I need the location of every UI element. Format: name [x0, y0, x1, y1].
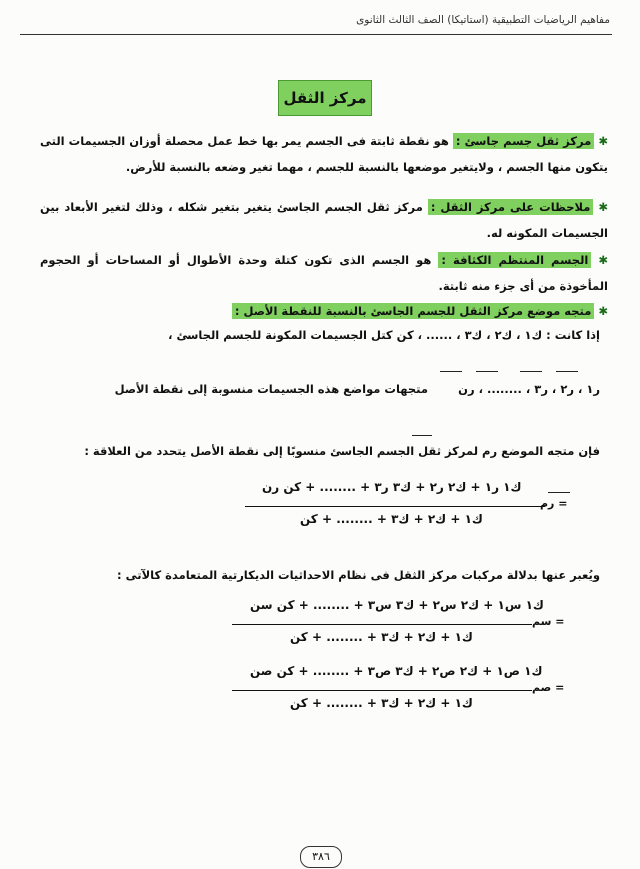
formula-x-denominator: ك١ + ك٢ + ك٣ + ........ + كن [290, 630, 473, 644]
notes-text: مركز ثقل الجسم الجاسئ يتغير بتغير شكله ، وذلك لتغير الأبعاد بين الجسيمات المكونه له. [40, 200, 608, 240]
coordinates-statement: ويُعبر عنها بدلالة مركبات مركز الثقل فى نظام الاحداثيات الديكارتية المتعامدة كالآتى : [117, 568, 600, 582]
running-header: مفاهيم الرياضيات التطبيقية (استاتيكا) الصف الثالث الثانوى [356, 14, 610, 26]
fraction-bar [245, 506, 545, 507]
formula-x-lhs: سم = [532, 615, 565, 628]
fraction-bar [232, 690, 532, 691]
definition-uniform-body [40, 247, 608, 299]
formula-vector-denominator: ك١ + ك٢ + ك٣ + ........ + كن [300, 512, 483, 526]
vector-arrow [440, 371, 462, 372]
term-uniform-body: الجسم المنتظم الكثافة : [438, 252, 591, 268]
header-rule [20, 34, 612, 35]
notes-center-of-gravity [40, 194, 608, 246]
definition-center-of-gravity [40, 128, 608, 180]
vectors-symbols: ر١ ، ر٢ ، ر٣ ، ........ ، رن [458, 382, 600, 396]
star-bullet-icon: ✱ [598, 253, 609, 267]
term-center-of-gravity: مركز ثقل جسم جاسئ : [453, 133, 594, 149]
definition-text: هو نقطة ثابتة فى الجسم يمر بها خط عمل محصلة أوزان الجسيمات التى يتكون منها الجسم ، ولايتغير موضعها بالنسبة للجسم ، مهما تغير وضعه بالنسبة للأرض. [40, 134, 608, 174]
star-bullet-icon: ✱ [598, 200, 608, 214]
star-bullet-icon: ✱ [598, 134, 608, 148]
formula-x-numerator: ك١ س١ + ك٢ س٢ + ك٣ س٣ + ........ + كن سن [250, 598, 544, 612]
star-bullet-icon: ✱ [598, 304, 608, 318]
vector-arrow [412, 435, 432, 436]
masses-statement: إذا كانت : ك١ ، ك٢ ، ك٣ ، ...... ، كن كتل الجسيمات المكونة للجسم الجاسئ ، [168, 328, 600, 342]
uniform-body-text: هو الجسم الذى تكون كتلة وحدة الأطوال أو المساحات أو الحجوم المأخوذة من أى جزء منه ثابتة. [40, 253, 608, 293]
formula-y-denominator: ك١ + ك٢ + ك٣ + ........ + كن [290, 696, 473, 710]
term-notes: ملاحظات على مركز الثقل : [428, 199, 594, 215]
fraction-bar [232, 624, 532, 625]
position-vector-statement: فإن متجه الموضع رم لمركز ثقل الجسم الجاسئ منسوبًا إلى نقطة الأصل يتحدد من العلاقة : [84, 444, 600, 458]
vector-arrow [476, 371, 498, 372]
vectors-statement: متجهات مواضع هذه الجسيمات منسوبة إلى نقطة الأصل [114, 382, 428, 396]
vector-arrow [556, 371, 578, 372]
formula-vector-numerator: ك١ ر١ + ك٢ ر٢ + ك٣ ر٣ + ........ + كن رن [262, 480, 522, 494]
formula-vector-lhs: رم = [540, 497, 568, 510]
vector-arrow [520, 371, 542, 372]
page-number: ٣٨٦ [300, 846, 342, 868]
vector-arrow [548, 492, 570, 493]
page-title: مركز الثقل [278, 80, 372, 116]
formula-y-lhs: صم = [532, 681, 565, 694]
formula-y-numerator: ك١ ص١ + ك٢ ص٢ + ك٣ ص٣ + ........ + كن صن [250, 664, 543, 678]
term-position-vector: متجه موضع مركز الثقل للجسم الجاسئ بالنسبة للنقطة الأصل : [232, 303, 594, 319]
position-vector-heading [40, 298, 608, 324]
